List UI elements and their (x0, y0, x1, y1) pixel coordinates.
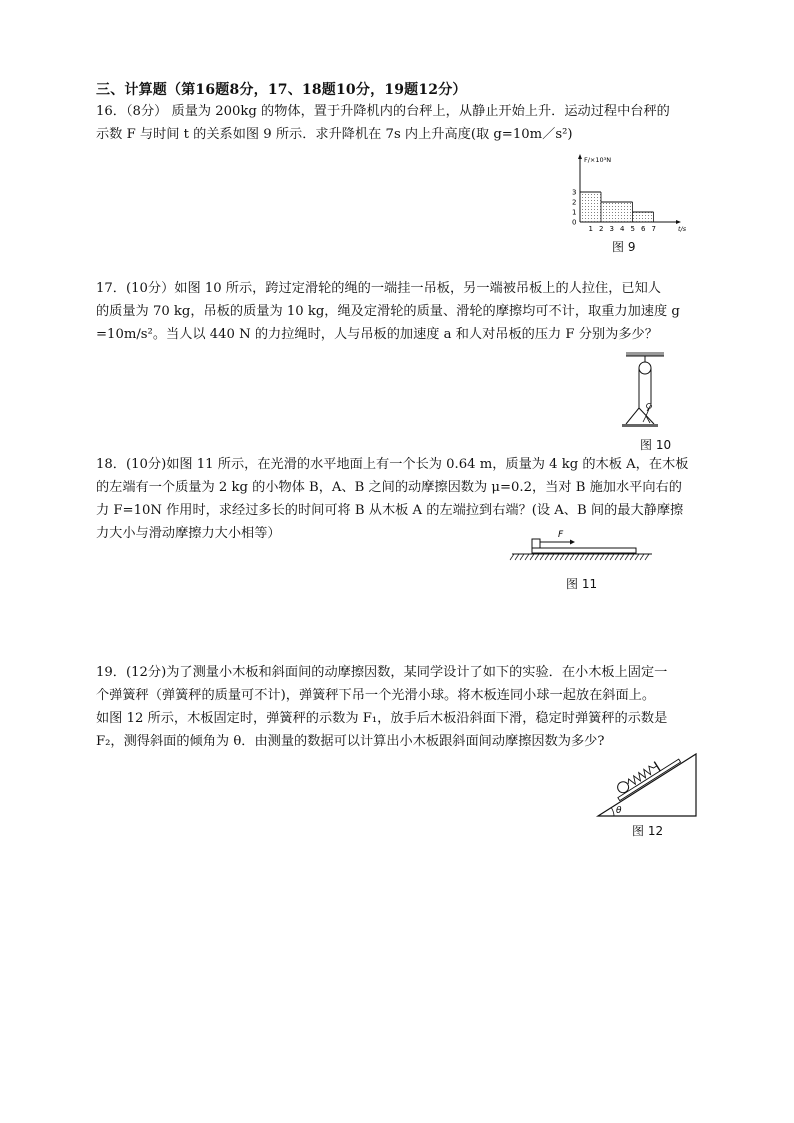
question-line: 如图 12 所示，木板固定时，弹簧秤的示数为 F₁，放手后木板沿斜面下滑，稳定时弹簧秤的示数是 (96, 711, 668, 726)
hatch-line (565, 554, 569, 560)
question-line: 个弹簧秤（弹簧秤的质量可不计)，弹簧秤下吊一个光滑小球。将木板连同小球一起放在斜面上。 (96, 688, 656, 703)
hanging-board (622, 424, 658, 427)
x-tick-label: 3 (609, 225, 614, 233)
board-a (532, 548, 636, 553)
x-tick-label: 2 (599, 225, 604, 233)
x-tick-label: 1 (588, 225, 593, 233)
question-line: 示数 F 与时间 t 的关系如图 9 所示．求升降机在 7s 内上升高度(取 g=10m／s²) (96, 127, 573, 142)
x-tick-label: 6 (641, 225, 646, 233)
hatch-line (570, 554, 574, 560)
step-area (601, 202, 633, 222)
hatch-line (615, 554, 619, 560)
hatch-line (560, 554, 564, 560)
y-axis-arrow (578, 154, 582, 159)
hatch-line (610, 554, 614, 560)
y-axis-label: F/×10³N (584, 156, 612, 164)
hatch-line (640, 554, 644, 560)
question-line: 19．(12分)为了测量小木板和斜面间的动摩擦因数，某同学设计了如下的实验．在小木板上固定一 (96, 665, 668, 680)
ground-hatch (510, 554, 649, 560)
x-axis-label: t/s (678, 225, 687, 233)
hatch-line (600, 554, 604, 560)
figure-12-caption: 图 12 (632, 824, 664, 838)
question-line: F₂，测得斜面的倾角为 θ．由测量的数据可以计算出小木板跟斜面间动摩擦因数为多少? (96, 734, 605, 749)
hatch-line (520, 554, 524, 560)
hatch-line (580, 554, 584, 560)
question-19 (96, 661, 700, 753)
x-tick-label: 4 (620, 225, 625, 233)
hatch-line (585, 554, 589, 560)
hatch-line (555, 554, 559, 560)
question-line: 力 F=10N 作用时，求经过多长的时间可将 B 从木板 A 的左端拉到右端？(设 A、B 间的最大静摩擦 (96, 503, 684, 518)
force-label: F (558, 530, 564, 540)
section-title: 三、计算题（第16题8分，17、18题10分，19题12分） (96, 82, 467, 98)
x-axis-arrow (676, 220, 681, 224)
hatch-line (530, 554, 534, 560)
y-tick-label: 3 (572, 188, 577, 197)
hatch-line (545, 554, 549, 560)
question-17 (96, 277, 700, 346)
step-area (580, 192, 601, 222)
hatch-line (620, 554, 624, 560)
hatch-line (630, 554, 634, 560)
hatch-line (575, 554, 579, 560)
hatch-line (540, 554, 544, 560)
question-line: 16．（8分） 质量为 200kg 的物体，置于升降机内的台秤上，从静止开始上升．运动过程中台秤的 (96, 104, 670, 119)
hatch-line (645, 554, 649, 560)
figure-9-chart (566, 154, 694, 236)
question-line: 18．(10分)如图 11 所示，在光滑的水平地面上有一个长为 0.64 m，质量为 4 kg 的木板 A，在木板 (96, 457, 689, 472)
figure-10-caption: 图 10 (640, 438, 672, 452)
ceiling-mount (626, 352, 664, 356)
x-tick-label: 7 (651, 225, 656, 233)
fig9-plot (572, 154, 687, 233)
question-line: 的左端有一个质量为 2 kg 的小物体 B，A、B 之间的动摩擦因数为 μ=0.2，当对 B 施加水平向右的 (96, 480, 682, 495)
question-16 (96, 100, 700, 146)
angle-label: θ (616, 806, 622, 816)
block-b (532, 539, 540, 548)
hatch-line (535, 554, 539, 560)
y-tick-label: 0 (572, 218, 577, 227)
y-tick-label: 1 (572, 208, 577, 217)
pulley-wheel (639, 362, 651, 374)
figure-11-caption: 图 11 (566, 577, 598, 591)
figure-12-incline (592, 748, 702, 820)
hatch-line (625, 554, 629, 560)
hatch-line (525, 554, 529, 560)
hatch-line (635, 554, 639, 560)
question-line: 的质量为 70 kg，吊板的质量为 10 kg，绳及定滑轮的质量、滑轮的摩擦均可不计，取重力加速度 g (96, 304, 680, 319)
figure-10-pulley (612, 350, 682, 432)
question-line: 17．(10分）如图 10 所示，跨过定滑轮的绳的一端挂一吊板，另一端被吊板上的人拉住，已知人 (96, 281, 661, 296)
question-line: 力大小与滑动摩擦力大小相等） (96, 526, 281, 541)
hatch-line (510, 554, 514, 560)
figure-9-caption: 图 9 (612, 240, 636, 254)
incline-plane (598, 754, 696, 816)
y-tick-label: 2 (572, 198, 577, 207)
x-tick-label: 5 (630, 225, 635, 233)
hatch-line (515, 554, 519, 560)
step-area (633, 212, 654, 222)
hatch-line (605, 554, 609, 560)
figure-11-board (508, 527, 656, 567)
hatch-line (590, 554, 594, 560)
question-line: =10m/s²。当人以 440 N 的力拉绳时，人与吊板的加速度 a 和人对吊板的压力 F 分别为多少？ (96, 327, 658, 342)
hatch-line (595, 554, 599, 560)
hatch-line (550, 554, 554, 560)
